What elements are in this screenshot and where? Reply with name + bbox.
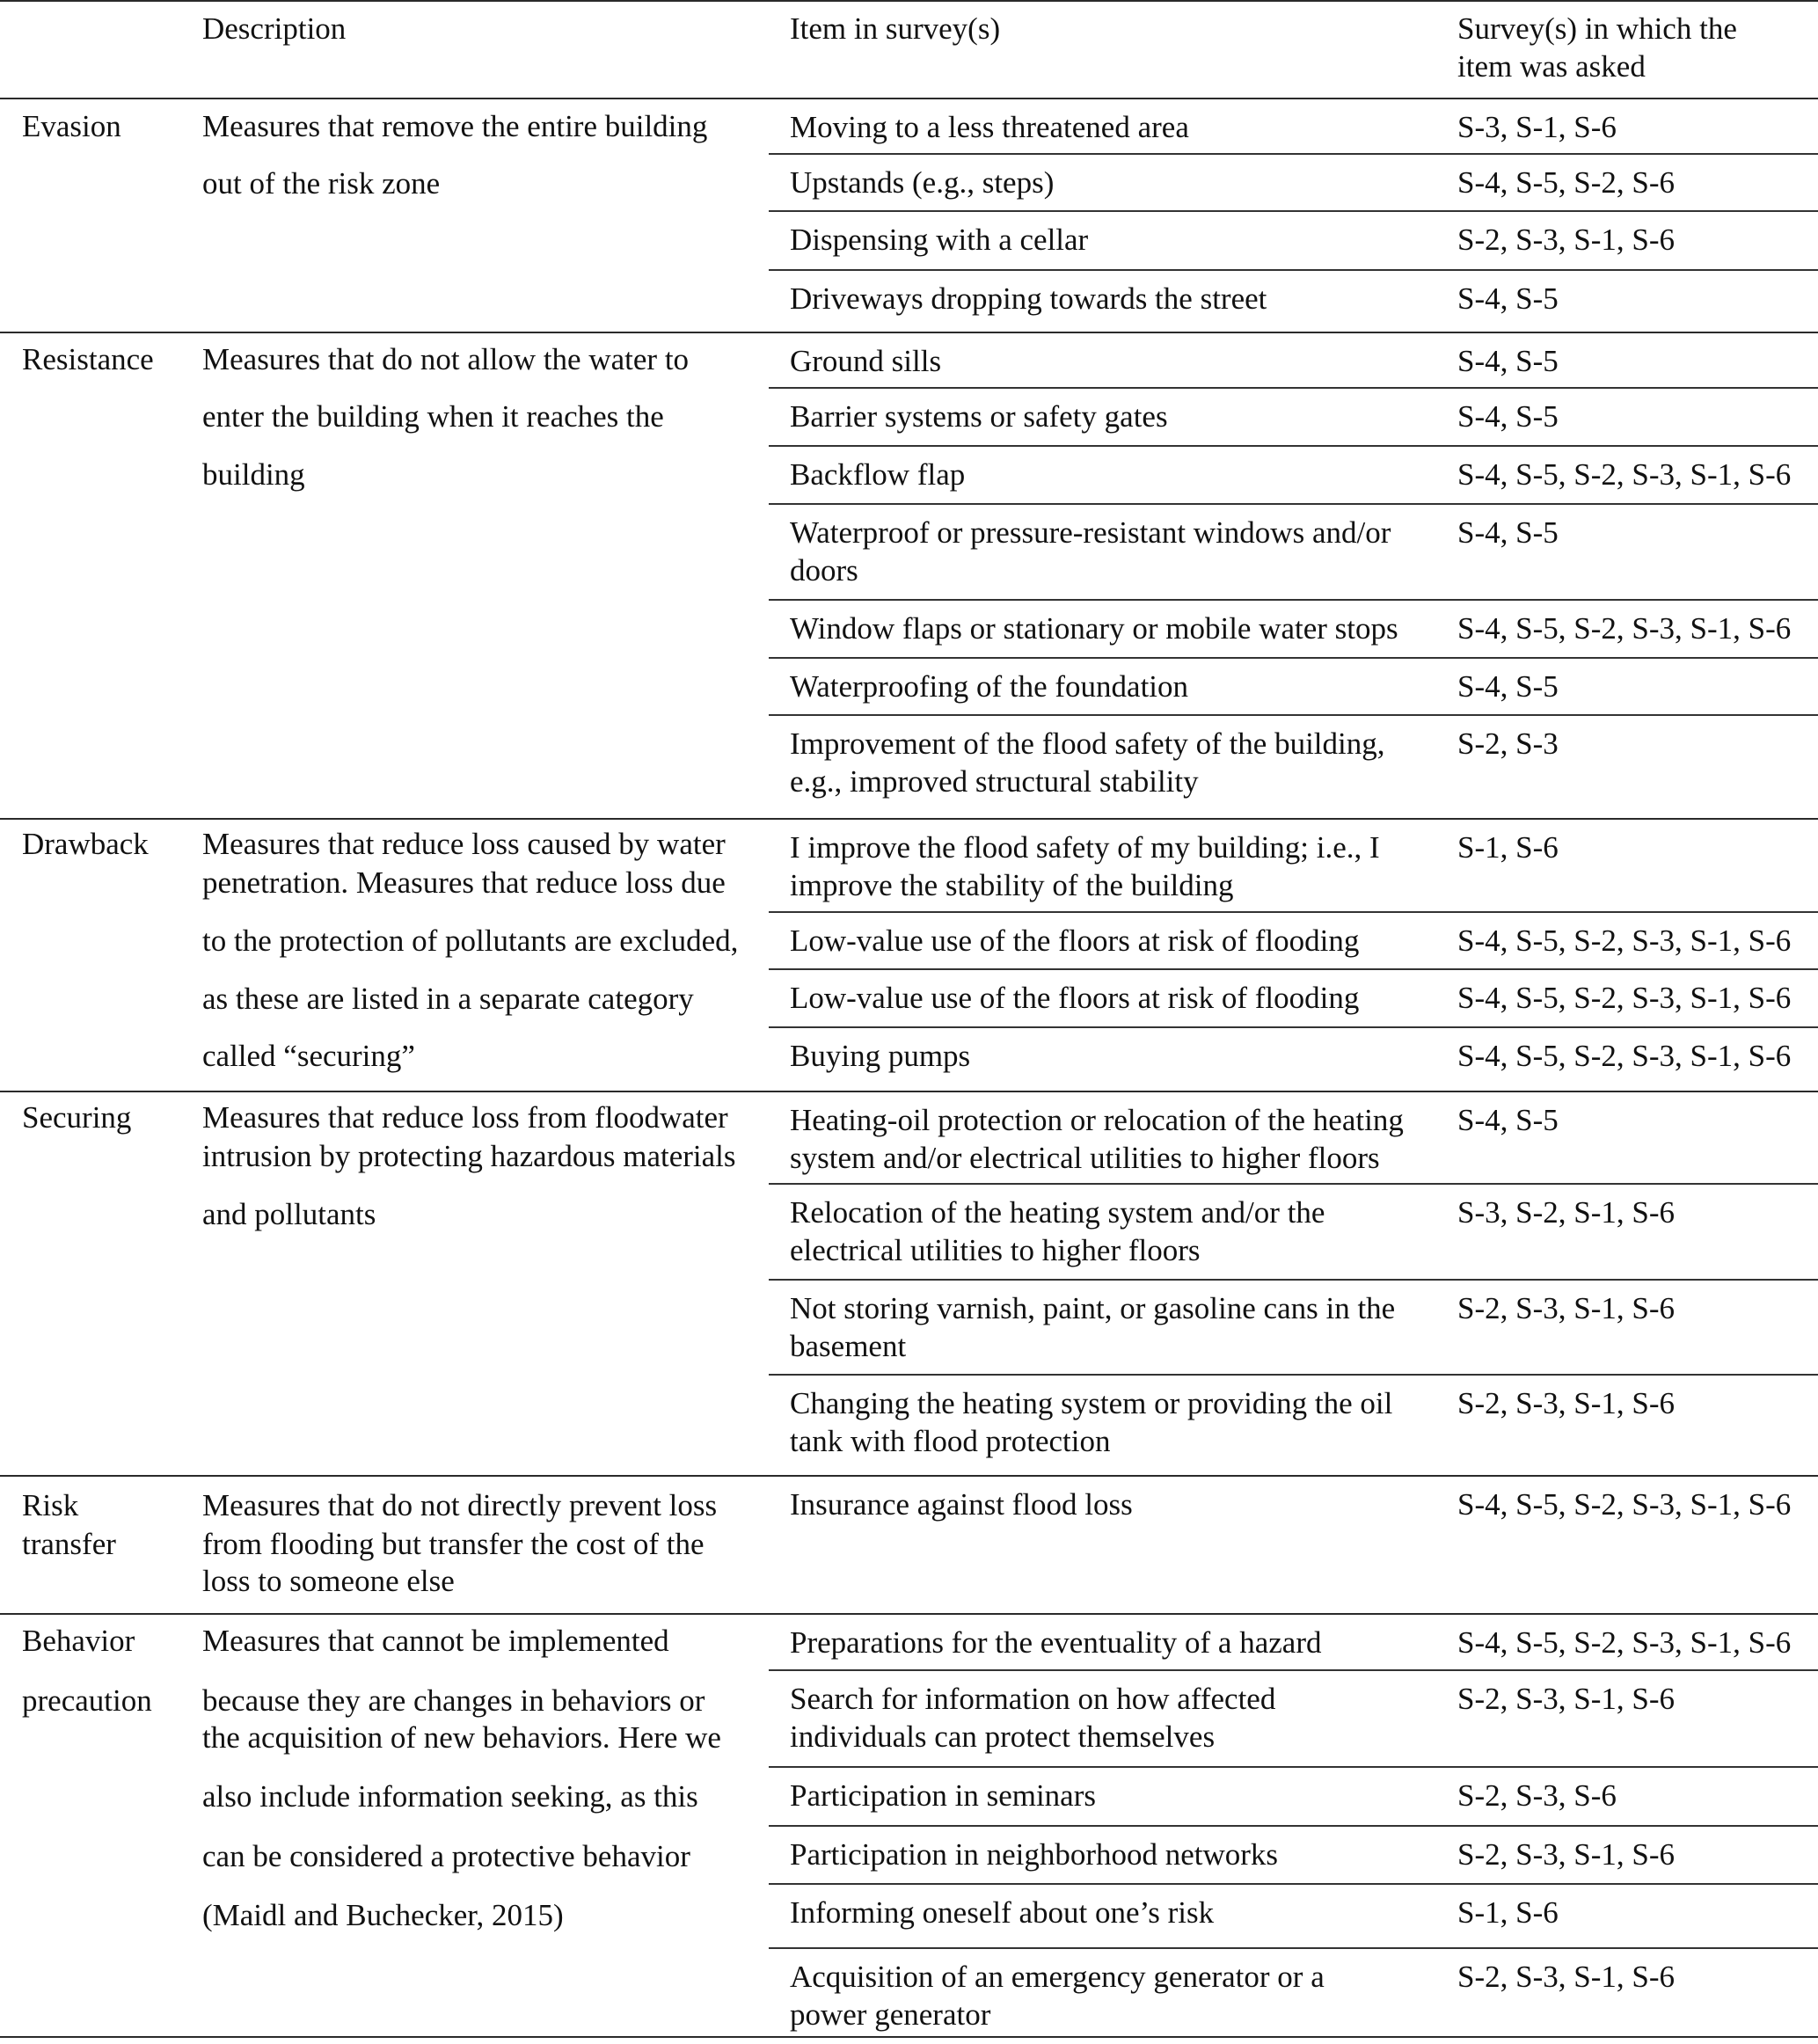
survey-item-text: Window flaps or stationary or mobile water stops: [790, 611, 1398, 646]
group-bottom-rule: [0, 332, 1818, 333]
category-description: intrusion by protecting hazardous materials: [202, 1139, 736, 1173]
survey-item-text: Buying pumps: [790, 1039, 971, 1073]
survey-item-text: Acquisition of an emergency generator or a: [790, 1960, 1325, 1994]
group-bottom-rule: [0, 1475, 1818, 1477]
category-description: Measures that cannot be implemented: [202, 1624, 669, 1658]
category-description: penetration. Measures that reduce loss due: [202, 865, 726, 900]
survey-item-text: Heating-oil protection or relocation of the heating: [790, 1103, 1404, 1137]
item-row-divider: [769, 1883, 1818, 1885]
category-label: precaution: [22, 1683, 152, 1718]
survey-list: S-4, S-5: [1457, 344, 1559, 378]
survey-item-text: Preparations for the eventuality of a hazard: [790, 1625, 1322, 1660]
category-description: the acquisition of new behaviors. Here we: [202, 1720, 721, 1755]
header-description: Description: [202, 11, 347, 46]
survey-item-text: power generator: [790, 1997, 991, 2032]
item-row-divider: [769, 968, 1818, 970]
survey-list: S-2, S-3, S-1, S-6: [1457, 223, 1675, 257]
survey-item-text: electrical utilities to higher floors: [790, 1233, 1201, 1267]
category-label: Risk: [22, 1488, 79, 1522]
survey-list: S-4, S-5, S-2, S-3, S-1, S-6: [1457, 923, 1792, 958]
item-row-divider: [769, 657, 1818, 659]
survey-list: S-2, S-3, S-1, S-6: [1457, 1386, 1675, 1420]
survey-list: S-2, S-3, S-1, S-6: [1457, 1291, 1675, 1325]
survey-list: S-2, S-3, S-1, S-6: [1457, 1960, 1675, 1994]
item-row-divider: [769, 1279, 1818, 1281]
item-row-divider: [769, 1766, 1818, 1768]
survey-item-text: tank with flood protection: [790, 1424, 1111, 1458]
survey-item-text: e.g., improved structural stability: [790, 764, 1199, 799]
category-description: out of the risk zone: [202, 166, 441, 201]
group-bottom-rule: [0, 2036, 1818, 2038]
category-description: Measures that reduce loss caused by water: [202, 827, 726, 861]
category-description: enter the building when it reaches the: [202, 399, 664, 434]
survey-item-text: Relocation of the heating system and/or the: [790, 1195, 1325, 1230]
survey-item-text: Moving to a less threatened area: [790, 110, 1189, 144]
item-row-divider: [769, 714, 1818, 716]
survey-list: S-2, S-3: [1457, 726, 1559, 761]
header-bottom-rule: [0, 98, 1818, 99]
survey-item-text: Waterproof or pressure-resistant windows and/or: [790, 515, 1391, 550]
item-row-divider: [769, 1374, 1818, 1376]
item-row-divider: [769, 210, 1818, 212]
survey-list: S-4, S-5, S-2, S-3, S-1, S-6: [1457, 611, 1792, 646]
category-description: from flooding but transfer the cost of the: [202, 1527, 705, 1561]
survey-list: S-4, S-5: [1457, 515, 1559, 550]
category-label: Resistance: [22, 342, 154, 376]
category-description: called “securing”: [202, 1039, 415, 1073]
survey-item-text: Driveways dropping towards the street: [790, 281, 1267, 316]
survey-list: S-1, S-6: [1457, 830, 1559, 865]
survey-item-text: Participation in neighborhood networks: [790, 1837, 1279, 1872]
category-label: Drawback: [22, 827, 149, 861]
item-row-divider: [769, 911, 1818, 913]
item-row-divider: [769, 153, 1818, 155]
header-item: Item in survey(s): [790, 11, 1001, 46]
survey-list: S-4, S-5, S-2, S-6: [1457, 165, 1675, 200]
survey-list: S-4, S-5: [1457, 669, 1559, 704]
survey-item-text: system and/or electrical utilities to higher floors: [790, 1141, 1380, 1175]
item-row-divider: [769, 1669, 1818, 1671]
category-description: Measures that do not allow the water to: [202, 342, 690, 376]
category-description: (Maidl and Buchecker, 2015): [202, 1898, 564, 1932]
survey-item-text: I improve the flood safety of my building; i.e., I: [790, 830, 1380, 865]
survey-list: S-4, S-5, S-2, S-3, S-1, S-6: [1457, 1625, 1792, 1660]
survey-list: S-3, S-1, S-6: [1457, 110, 1617, 144]
category-description: because they are changes in behaviors or: [202, 1683, 705, 1718]
survey-item-text: Not storing varnish, paint, or gasoline cans in the: [790, 1291, 1396, 1325]
category-label: Evasion: [22, 109, 121, 143]
survey-item-text: Upstands (e.g., steps): [790, 165, 1055, 200]
category-description: and pollutants: [202, 1197, 376, 1231]
survey-list: S-4, S-5: [1457, 1103, 1559, 1137]
item-row-divider: [769, 1183, 1818, 1185]
item-row-divider: [769, 445, 1818, 447]
category-label: Behavior: [22, 1624, 135, 1658]
survey-item-text: Waterproofing of the foundation: [790, 669, 1189, 704]
header-survey-line: item was asked: [1457, 49, 1646, 84]
item-row-divider: [769, 1947, 1818, 1949]
item-row-divider: [769, 269, 1818, 271]
category-description: building: [202, 457, 305, 492]
survey-list: S-2, S-3, S-1, S-6: [1457, 1837, 1675, 1872]
survey-list: S-2, S-3, S-1, S-6: [1457, 1682, 1675, 1716]
category-description: loss to someone else: [202, 1564, 455, 1598]
survey-item-text: individuals can protect themselves: [790, 1719, 1216, 1754]
survey-list: S-4, S-5, S-2, S-3, S-1, S-6: [1457, 981, 1792, 1015]
survey-item-text: Changing the heating system or providing the oil: [790, 1386, 1393, 1420]
category-label: transfer: [22, 1527, 116, 1561]
survey-item-text: Low-value use of the floors at risk of flooding: [790, 923, 1360, 958]
group-bottom-rule: [0, 1091, 1818, 1092]
survey-item-text: Low-value use of the floors at risk of flooding: [790, 981, 1360, 1015]
item-row-divider: [769, 1825, 1818, 1827]
survey-item-text: Informing oneself about one’s risk: [790, 1895, 1215, 1930]
category-description: as these are listed in a separate category: [202, 982, 694, 1016]
survey-list: S-4, S-5, S-2, S-3, S-1, S-6: [1457, 1039, 1792, 1073]
category-description: Measures that reduce loss from floodwater: [202, 1100, 728, 1135]
survey-item-text: Backflow flap: [790, 457, 966, 492]
category-description: Measures that do not directly prevent loss: [202, 1488, 718, 1522]
item-row-divider: [769, 387, 1818, 389]
survey-item-text: basement: [790, 1329, 907, 1363]
survey-list: S-4, S-5, S-2, S-3, S-1, S-6: [1457, 1487, 1792, 1522]
survey-list: S-4, S-5: [1457, 281, 1559, 316]
survey-item-text: Dispensing with a cellar: [790, 223, 1089, 257]
category-description: to the protection of pollutants are excluded,: [202, 923, 739, 958]
survey-item-text: doors: [790, 553, 858, 588]
category-description: can be considered a protective behavior: [202, 1839, 690, 1873]
survey-item-text: Barrier systems or safety gates: [790, 399, 1168, 434]
survey-list: S-4, S-5, S-2, S-3, S-1, S-6: [1457, 457, 1792, 492]
category-description: Measures that remove the entire building: [202, 109, 708, 143]
survey-item-text: improve the stability of the building: [790, 868, 1234, 902]
item-row-divider: [769, 1026, 1818, 1028]
item-row-divider: [769, 599, 1818, 601]
survey-item-text: Ground sills: [790, 344, 942, 378]
survey-list: S-2, S-3, S-6: [1457, 1778, 1617, 1813]
table-top-rule: [0, 0, 1818, 2]
survey-list: S-3, S-2, S-1, S-6: [1457, 1195, 1675, 1230]
survey-list: S-1, S-6: [1457, 1895, 1559, 1930]
header-survey-line: Survey(s) in which the: [1457, 11, 1737, 46]
survey-item-text: Participation in seminars: [790, 1778, 1096, 1813]
group-bottom-rule: [0, 1613, 1818, 1615]
survey-item-text: Improvement of the flood safety of the building,: [790, 726, 1385, 761]
survey-item-text: Search for information on how affected: [790, 1682, 1276, 1716]
item-row-divider: [769, 503, 1818, 505]
category-description: also include information seeking, as this: [202, 1779, 698, 1814]
survey-list: S-4, S-5: [1457, 399, 1559, 434]
category-label: Securing: [22, 1100, 132, 1135]
survey-item-text: Insurance against flood loss: [790, 1487, 1133, 1522]
group-bottom-rule: [0, 818, 1818, 820]
